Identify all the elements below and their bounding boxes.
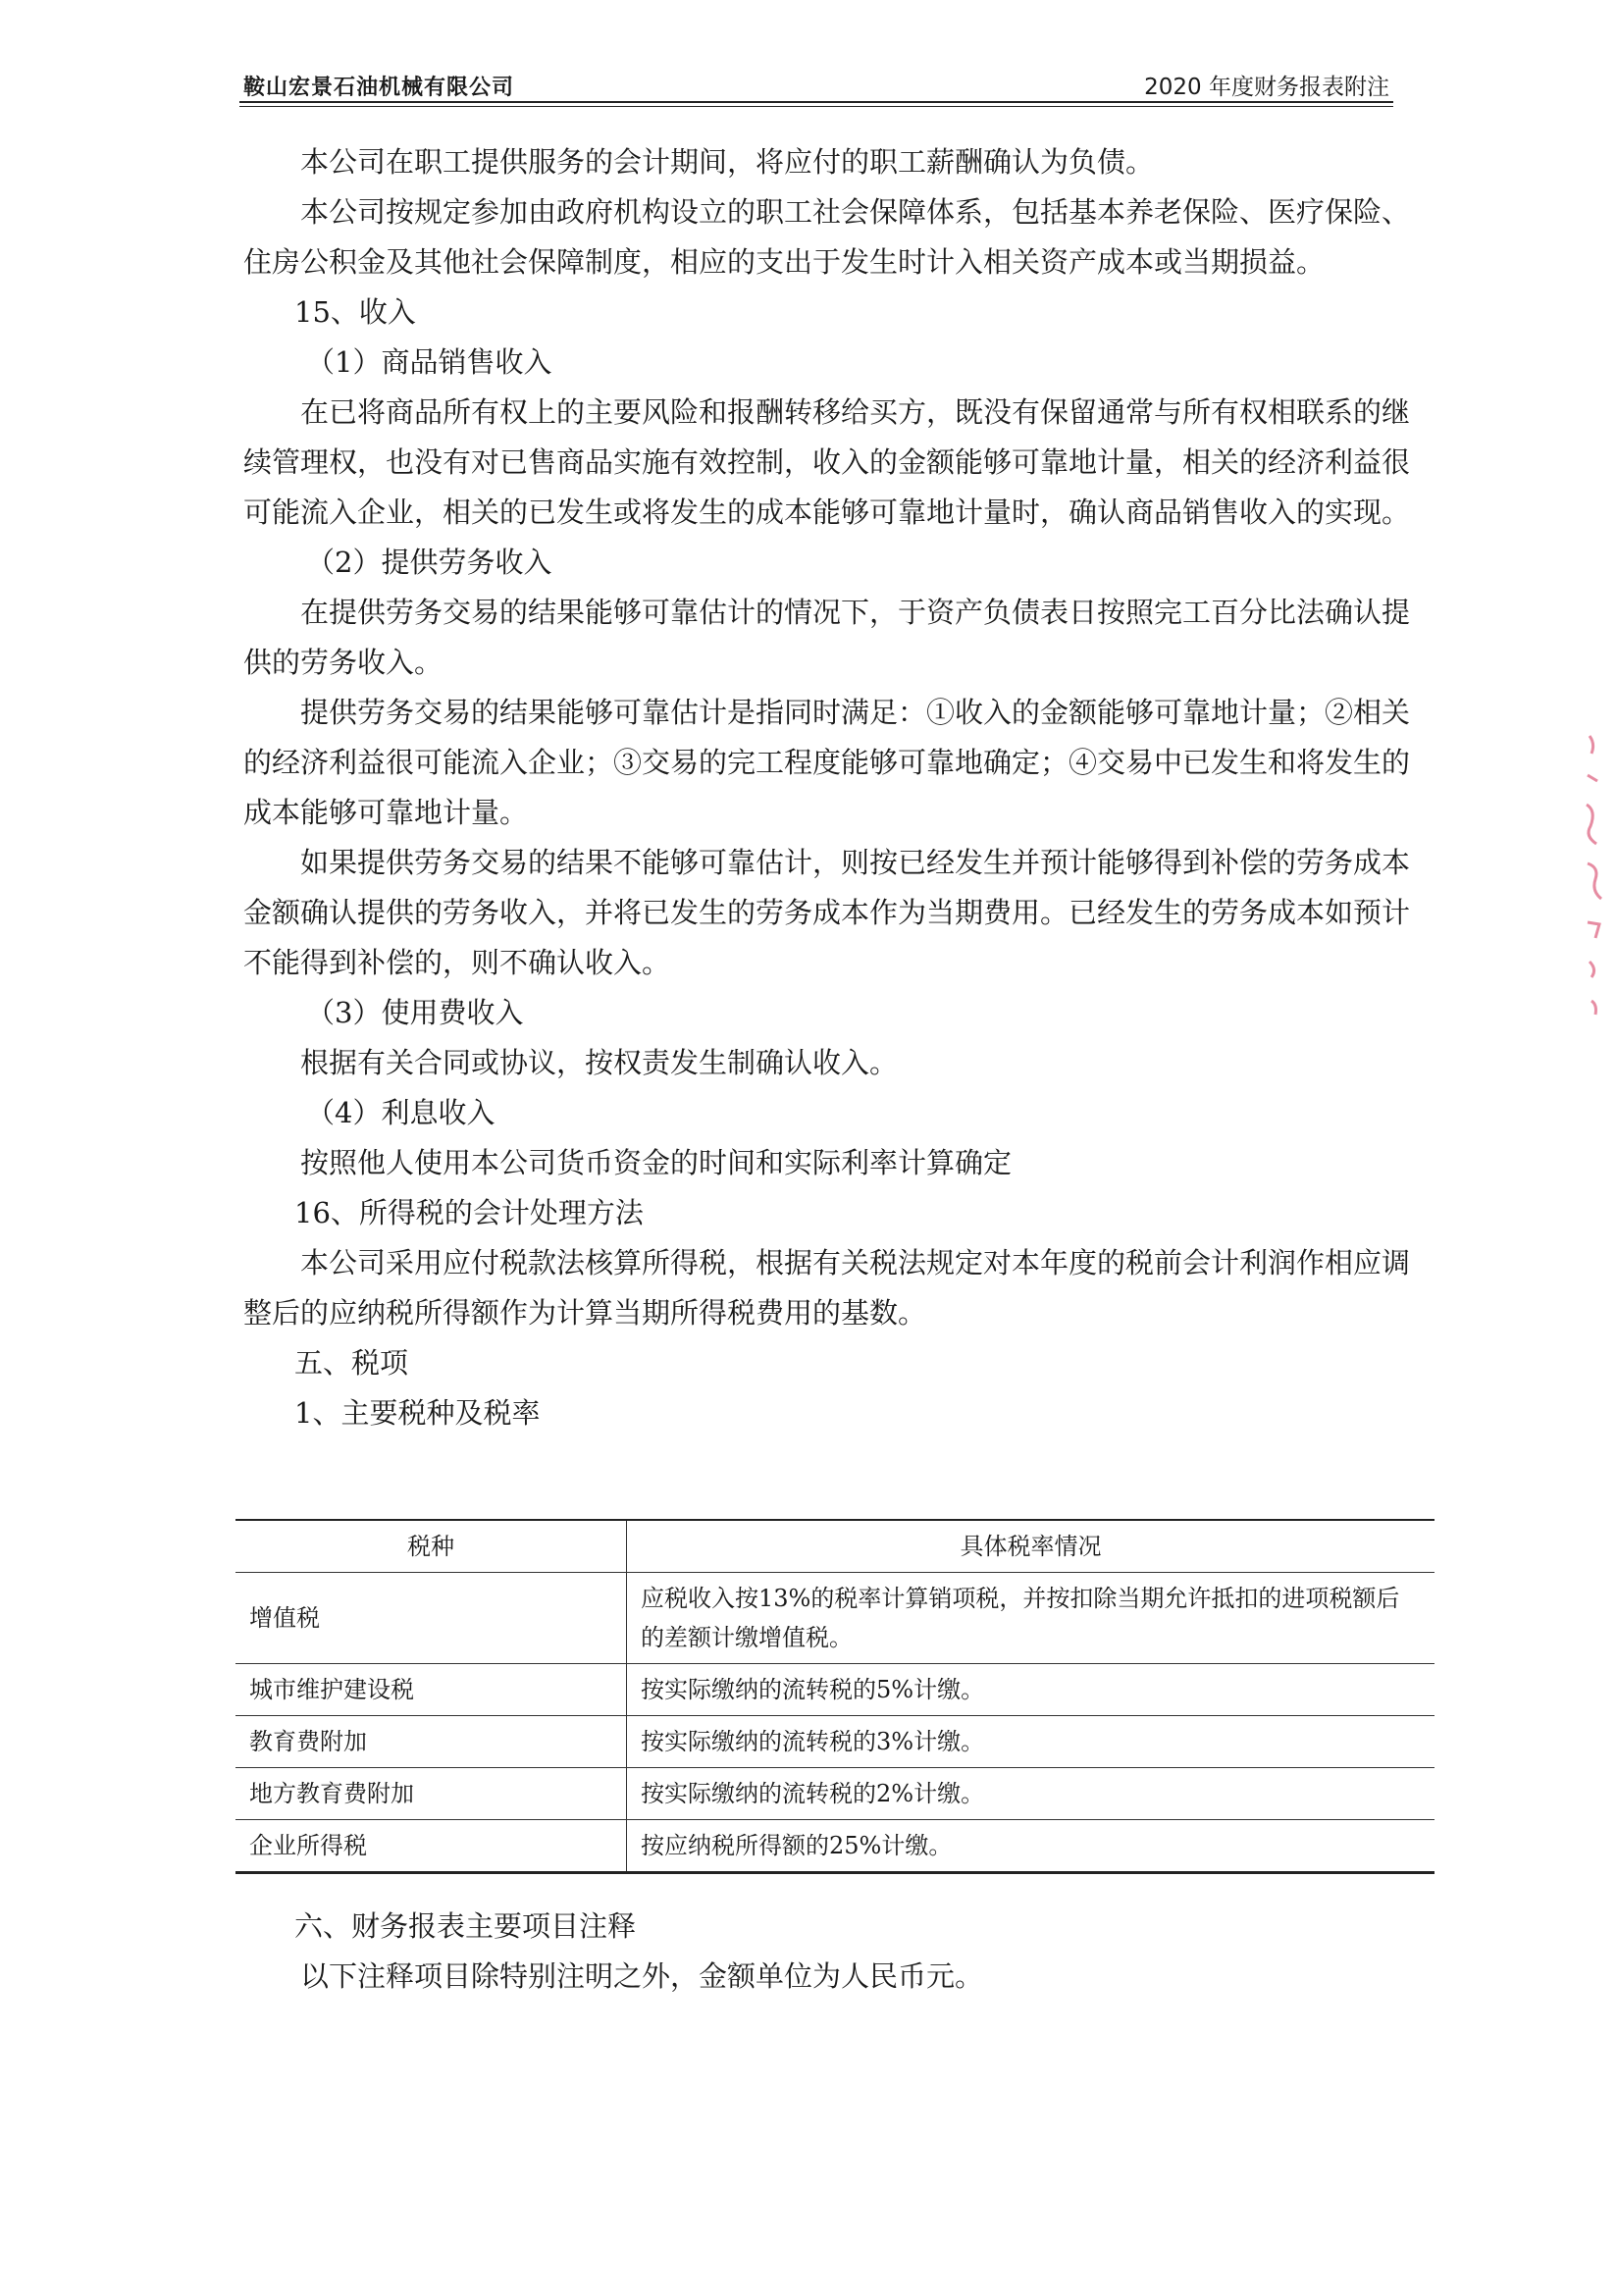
table-row bbox=[235, 1716, 1434, 1768]
header-divider bbox=[239, 101, 1393, 107]
paragraph: 提供劳务交易的结果能够可靠估计是指同时满足：①收入的金额能够可靠地计量；②相关的经济利益很可能流入企业；③交易的完工程度能够可靠地确定；④交易中已发生和将发生的成本能够可靠地计量。 bbox=[243, 696, 1411, 829]
tax-rate-cell: 应税收入按13%的税率计算销项税，并按扣除当期允许抵扣的进项税额后的差额计缴增值税。 bbox=[627, 1573, 1435, 1664]
paragraph: 按照他人使用本公司货币资金的时间和实际利率计算确定 bbox=[300, 1146, 1013, 1179]
column-header: 具体税率情况 bbox=[627, 1520, 1435, 1573]
paragraph: 本公司采用应付税款法核算所得税，根据有关税法规定对本年度的税前会计利润作相应调整后的应纳税所得额作为计算当期所得税费用的基数。 bbox=[243, 1246, 1411, 1330]
section-heading: 五、税项 bbox=[294, 1346, 409, 1380]
tax-type-cell: 增值税 bbox=[235, 1573, 627, 1664]
paragraph: 本公司在职工提供服务的会计期间，将应付的职工薪酬确认为负债。 bbox=[300, 145, 1155, 179]
paragraph: 本公司按规定参加由政府机构设立的职工社会保障体系，包括基本养老保险、医疗保险、住房公积金及其他社会保障制度，相应的支出于发生时计入相关资产成本或当期损益。 bbox=[243, 195, 1411, 279]
tax-type-cell: 地方教育费附加 bbox=[235, 1768, 627, 1820]
tax-type-cell: 城市维护建设税 bbox=[235, 1664, 627, 1716]
company-name: 鞍山宏景石油机械有限公司 bbox=[243, 76, 515, 100]
section-heading: 16、所得税的会计处理方法 bbox=[294, 1196, 644, 1229]
paragraph: 在已将商品所有权上的主要风险和报酬转移给买方，既没有保留通常与所有权相联系的继续管理权，也没有对已售商品实施有效控制，收入的金额能够可靠地计量，相关的经济利益很可能流入企业，相关的已发生或将发生的成本能够可靠地计量时，确认商品销售收入的实现。 bbox=[243, 395, 1411, 529]
column-header: 税种 bbox=[235, 1520, 627, 1573]
table-row bbox=[235, 1820, 1434, 1873]
section-heading: 1、主要税种及税率 bbox=[294, 1396, 541, 1430]
subsection-heading: （2）提供劳务收入 bbox=[306, 546, 552, 579]
tax-rate-table bbox=[235, 1519, 1434, 1874]
tax-rate-cell: 按实际缴纳的流转税的2%计缴。 bbox=[627, 1768, 1435, 1820]
section-heading: 六、财务报表主要项目注释 bbox=[294, 1909, 637, 1943]
table-row bbox=[235, 1768, 1434, 1820]
section-heading: 15、收入 bbox=[294, 295, 416, 329]
table-header-row bbox=[235, 1520, 1434, 1573]
subsection-heading: （1）商品销售收入 bbox=[306, 345, 552, 379]
paragraph: 如果提供劳务交易的结果不能够可靠估计，则按已经发生并预计能够得到补偿的劳务成本金额确认提供的劳务收入，并将已发生的劳务成本作为当期费用。已经发生的劳务成本如预计不能得到补偿的，则不确认收入。 bbox=[243, 846, 1411, 979]
report-title: 2020 年度财务报表附注 bbox=[1144, 75, 1389, 100]
tax-type-cell: 企业所得税 bbox=[235, 1820, 627, 1873]
tax-rate-cell: 按实际缴纳的流转税的3%计缴。 bbox=[627, 1716, 1435, 1768]
paragraph: 在提供劳务交易的结果能够可靠估计的情况下，于资产负债表日按照完工百分比法确认提供的劳务收入。 bbox=[243, 596, 1411, 679]
tax-type-cell: 教育费附加 bbox=[235, 1716, 627, 1768]
body-text bbox=[243, 137, 1421, 1438]
tax-rate-cell: 按实际缴纳的流转税的5%计缴。 bbox=[627, 1664, 1435, 1716]
after-table-text bbox=[243, 1902, 1421, 2002]
table-row bbox=[235, 1664, 1434, 1716]
paragraph: 根据有关合同或协议，按权责发生制确认收入。 bbox=[300, 1046, 899, 1079]
table-row bbox=[235, 1573, 1434, 1664]
seal-stamp-fragment bbox=[1582, 726, 1607, 1040]
subsection-heading: （3）使用费收入 bbox=[306, 996, 524, 1029]
paragraph: 以下注释项目除特别注明之外，金额单位为人民币元。 bbox=[300, 1959, 984, 1993]
subsection-heading: （4）利息收入 bbox=[306, 1096, 496, 1129]
tax-rate-cell: 按应纳税所得额的25%计缴。 bbox=[627, 1820, 1435, 1873]
